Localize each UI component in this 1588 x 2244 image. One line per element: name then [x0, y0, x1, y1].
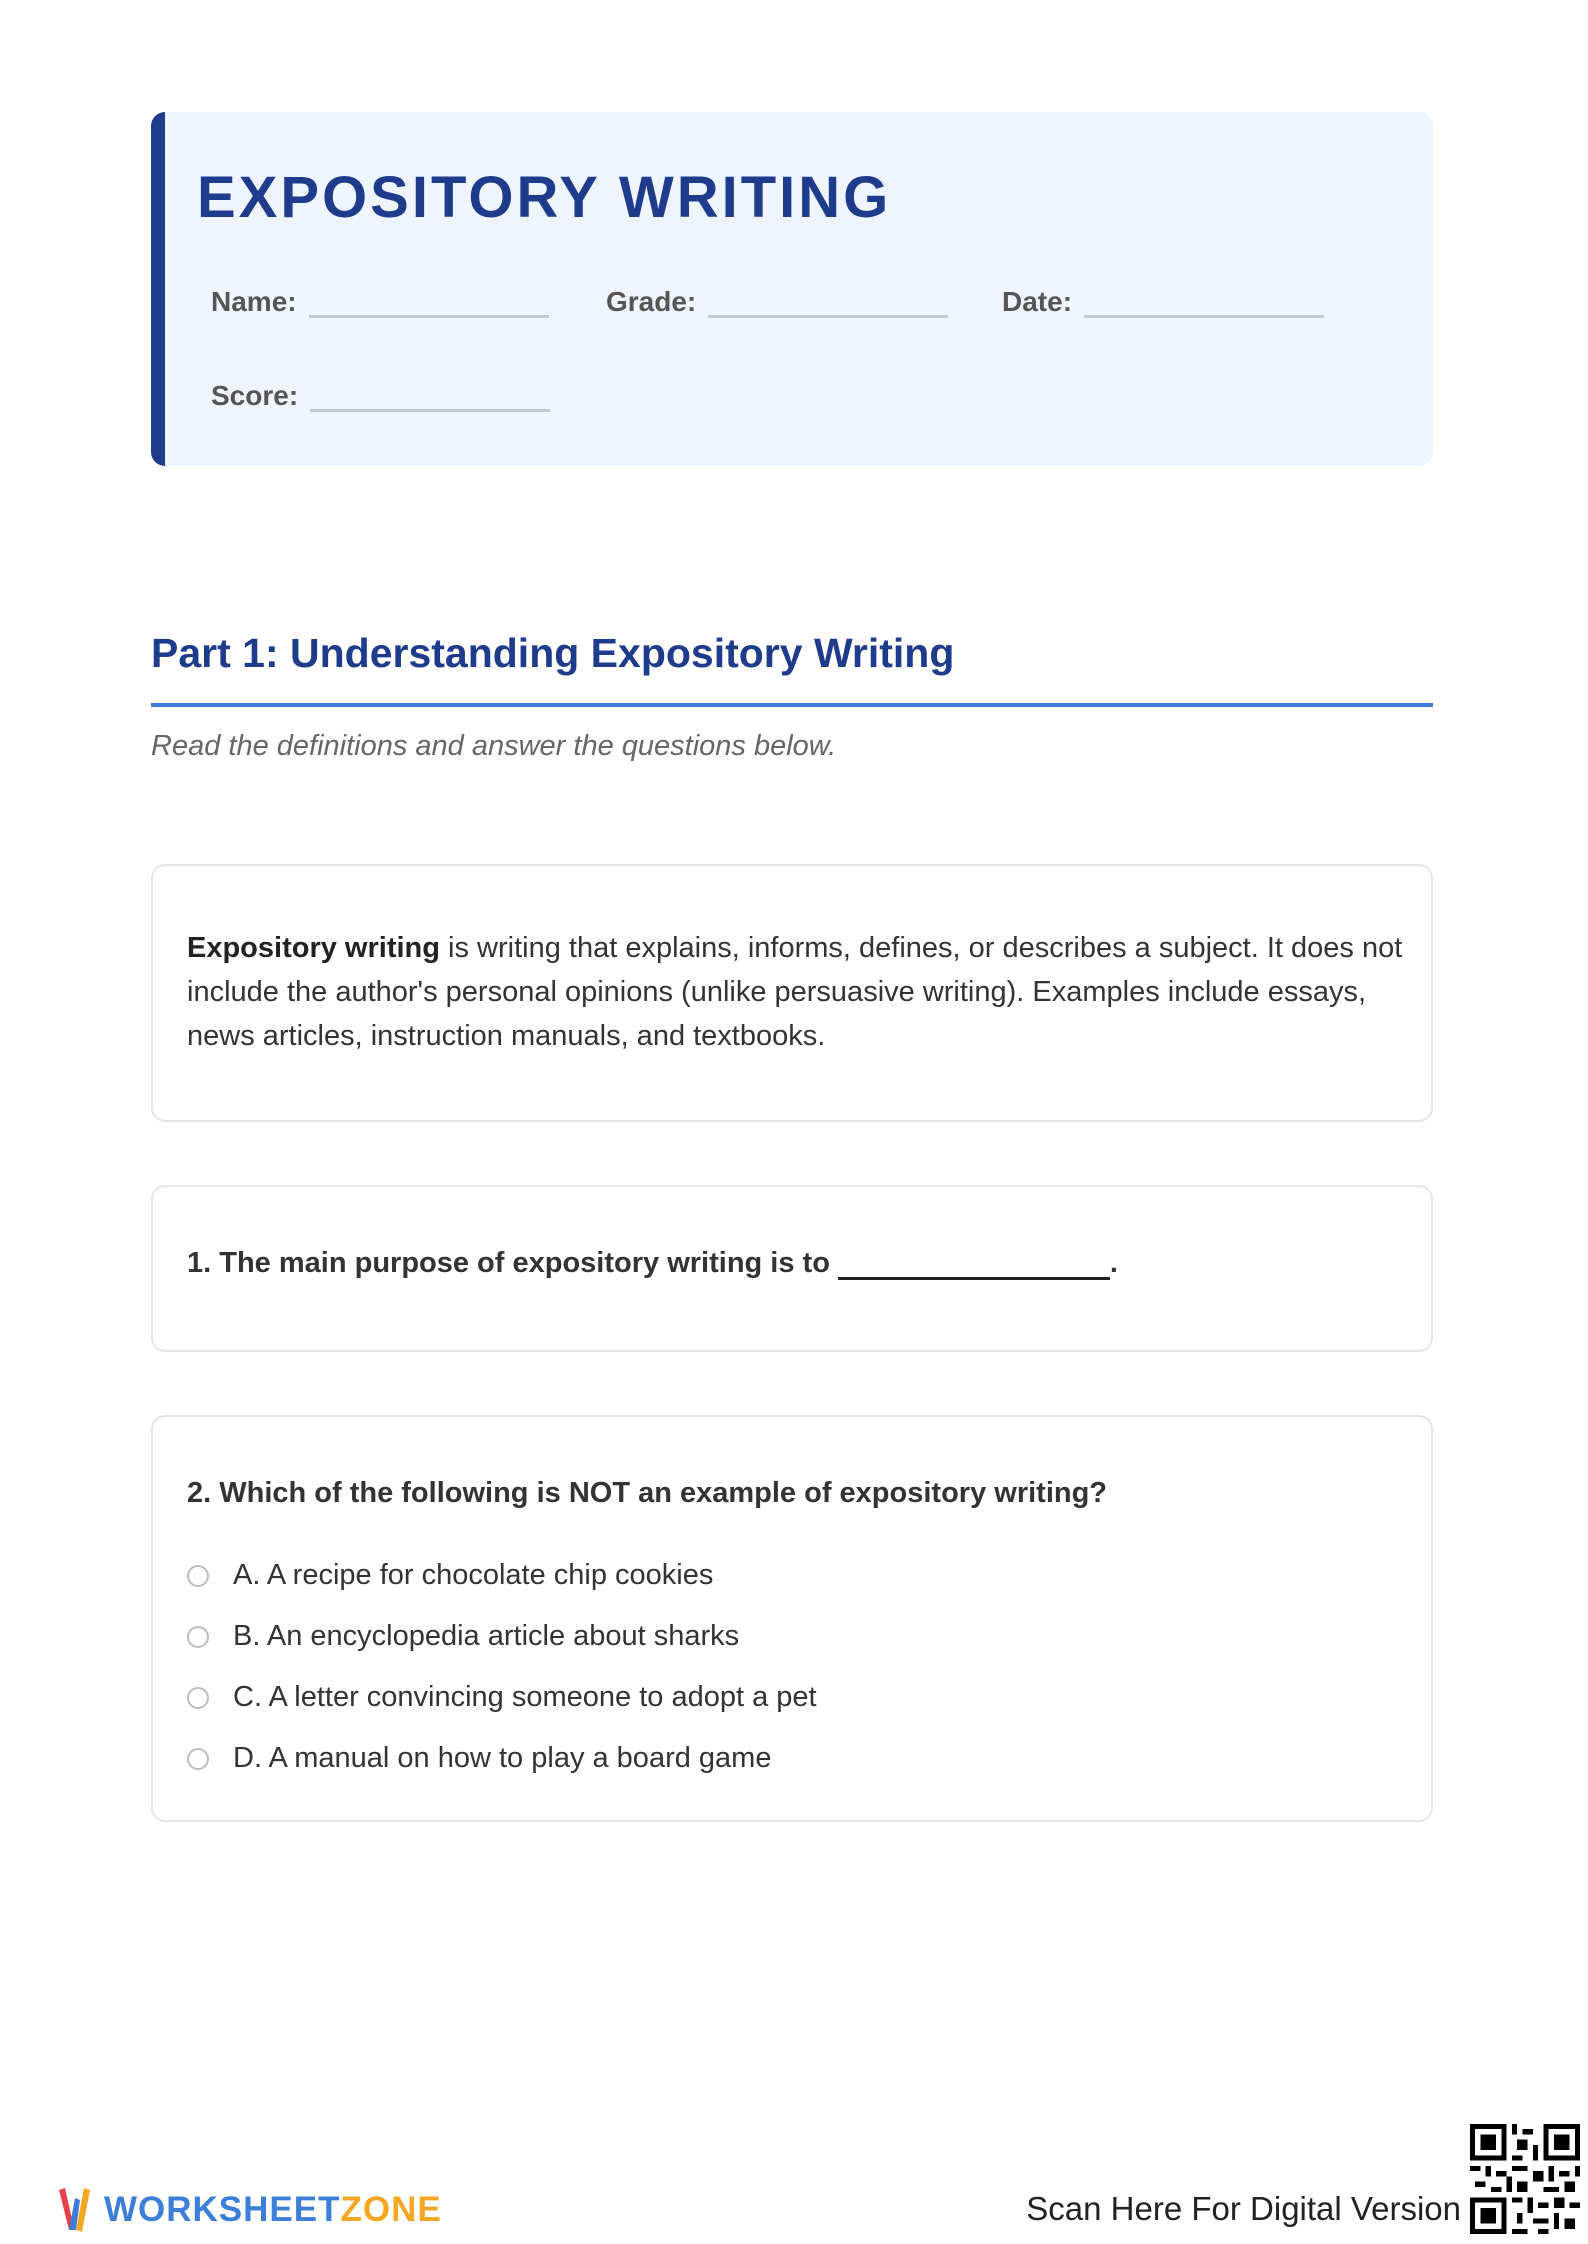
footer-logo: [56, 2184, 442, 2236]
question-2-options: [187, 1545, 817, 1789]
definition-term: Expository writing: [187, 932, 440, 964]
instructions: Read the definitions and answer the questions below.: [151, 730, 837, 762]
option-c[interactable]: [187, 1667, 817, 1728]
option-a[interactable]: [187, 1545, 817, 1606]
option-d[interactable]: [187, 1728, 817, 1789]
name-line[interactable]: [309, 289, 549, 318]
radio-icon[interactable]: [187, 1748, 209, 1770]
section-divider: [151, 703, 1433, 707]
grade-label: Grade:: [606, 286, 697, 317]
date-field: [1002, 286, 1324, 318]
name-field: [211, 286, 549, 318]
w-logo-icon: [56, 2184, 92, 2236]
question-1-text: 1. The main purpose of expository writing is to: [187, 1247, 830, 1279]
question-1-blank[interactable]: [838, 1247, 1110, 1280]
logo-text: WORKSHEETZONE: [104, 2190, 442, 2229]
question-1-card: [151, 1185, 1433, 1352]
name-label: Name:: [211, 286, 297, 317]
definition-body: is writing that explains, informs, defines, or describes a subject. It does not include the author's personal opinions (unlike persuasive writing). Examples include essays, news articles, instruction manuals, and textbooks.: [187, 932, 1403, 1052]
option-b[interactable]: [187, 1606, 817, 1667]
date-label: Date:: [1002, 286, 1073, 317]
date-line[interactable]: [1084, 289, 1324, 318]
radio-icon[interactable]: [187, 1626, 209, 1648]
score-label: Score:: [211, 380, 299, 411]
radio-icon[interactable]: [187, 1687, 209, 1709]
definition-text: [187, 926, 1407, 1058]
qr-code-icon[interactable]: [1470, 2124, 1580, 2234]
score-field: [211, 380, 550, 412]
question-2-text: 2. Which of the following is NOT an example of expository writing?: [187, 1477, 1108, 1509]
question-1-end: .: [1109, 1247, 1118, 1279]
page-title: EXPOSITORY WRITING: [197, 165, 892, 230]
option-b-label: B. An encyclopedia article about sharks: [233, 1620, 740, 1652]
grade-field: [606, 286, 948, 318]
question-1: [187, 1247, 1118, 1280]
grade-line[interactable]: [708, 289, 948, 318]
score-line[interactable]: [310, 383, 550, 412]
question-2-card: [151, 1415, 1433, 1822]
definition-card: [151, 864, 1433, 1122]
option-c-label: C. A letter convincing someone to adopt a pet: [233, 1681, 817, 1713]
scan-text: Scan Here For Digital Version: [1026, 2190, 1461, 2227]
option-a-label: A. A recipe for chocolate chip cookies: [233, 1559, 714, 1591]
section-title: Part 1: Understanding Expository Writing: [151, 630, 955, 676]
option-d-label: D. A manual on how to play a board game: [233, 1742, 772, 1774]
radio-icon[interactable]: [187, 1565, 209, 1587]
